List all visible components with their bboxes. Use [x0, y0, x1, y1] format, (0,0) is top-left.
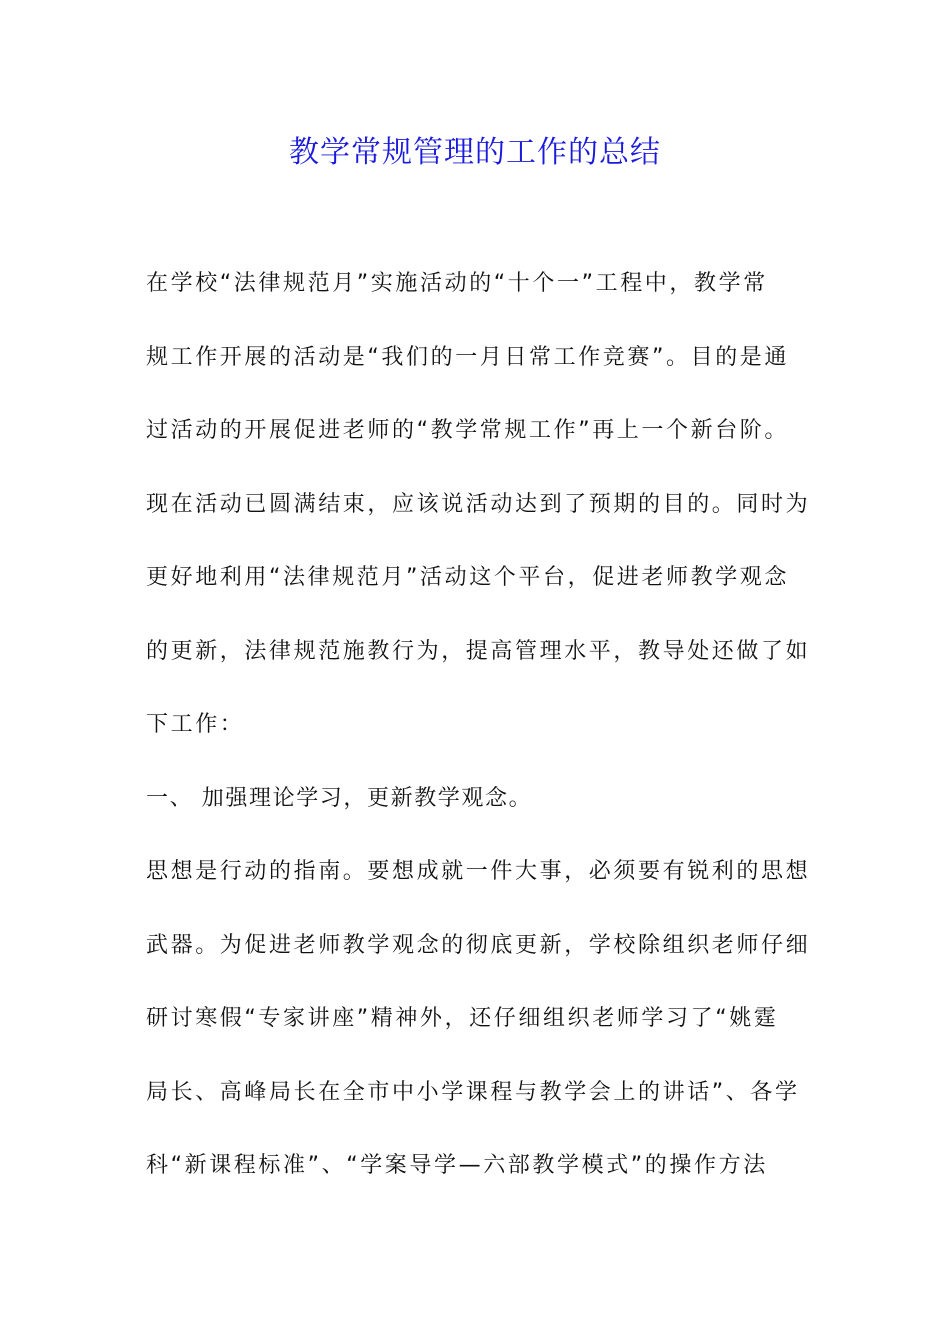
- document-body: [146, 262, 811, 1218]
- paragraph-line: 现在活动已圆满结束，应该说活动达到了预期的目的。同时为: [146, 491, 811, 517]
- paragraph-line: 过活动的开展促进老师的“教学常规工作”再上一个新台阶。: [146, 418, 789, 443]
- paragraph-line: 更好地利用“法律规范月”活动这个平台，促进老师教学观念: [146, 565, 789, 590]
- paragraph-line: 科“新课程标准”、“学案导学—六部教学模式”的操作方法: [146, 1153, 768, 1178]
- section-heading: 一、 加强理论学习，更新教学观念。: [146, 785, 533, 811]
- paragraph-line: 下工作：: [146, 712, 245, 737]
- paragraph-line: 研讨寒假“专家讲座”精神外，还仔细组织老师学习了“姚霆: [146, 1006, 779, 1031]
- paragraph-line: 的更新，法律规范施教行为，提高管理水平，教导处还做了如: [146, 638, 811, 664]
- paragraph-line: 在学校“法律规范月”实施活动的“十个一”工程中，教学常: [146, 271, 768, 296]
- paragraph-line: 规工作开展的活动是“我们的一月日常工作竞赛”。目的是通: [146, 344, 789, 370]
- paragraph-line: 武器。为促进老师教学观念的彻底更新，学校除组织老师仔细: [146, 932, 811, 958]
- paragraph-line: 局长、高峰局长在全市中小学课程与教学会上的讲话”、各学: [146, 1079, 800, 1105]
- paragraph-line: 思想是行动的指南。要想成就一件大事，必须要有锐利的思想: [146, 859, 811, 884]
- document-title: 教学常规管理的工作的总结: [289, 135, 661, 170]
